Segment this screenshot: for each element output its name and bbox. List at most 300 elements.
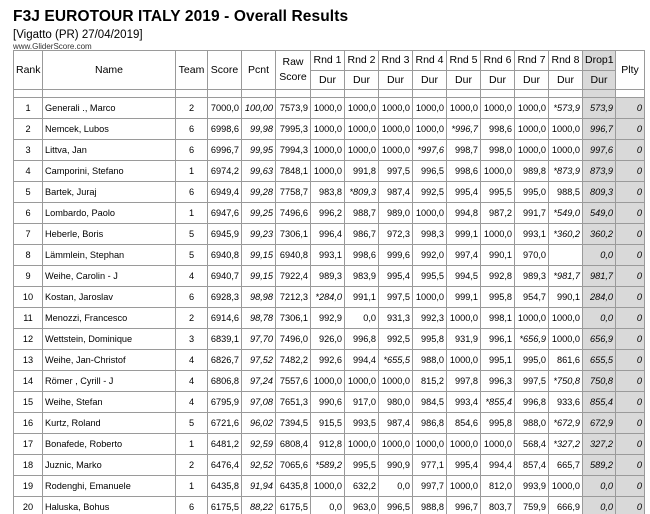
- round-7-cell: 988,0: [515, 413, 549, 434]
- round-2-cell: 988,7: [345, 203, 379, 224]
- drop-cell: 997,6: [583, 140, 616, 161]
- round-7-cell: 989,8: [515, 161, 549, 182]
- pcnt-cell: 98,98: [242, 287, 276, 308]
- name-cell: Juznic, Marko: [43, 455, 176, 476]
- col-name: Name: [43, 51, 176, 90]
- penalty-cell: 0: [616, 161, 645, 182]
- score-cell: 6949,4: [208, 182, 242, 203]
- raw-score-cell: 6940,8: [276, 245, 311, 266]
- penalty-cell: 0: [616, 413, 645, 434]
- round-5-cell: 999,1: [447, 224, 481, 245]
- round-8-cell: 666,9: [549, 497, 583, 514]
- raw-score-cell: 7065,6: [276, 455, 311, 476]
- team-cell: 2: [176, 455, 208, 476]
- table-row: [14, 98, 645, 119]
- drop-cell: 549,0: [583, 203, 616, 224]
- round-6-cell: 995,8: [481, 413, 515, 434]
- drop-cell: 672,9: [583, 413, 616, 434]
- round-8-cell: 988,5: [549, 182, 583, 203]
- round-6-cell: 998,0: [481, 140, 515, 161]
- round-4-cell: 984,5: [413, 392, 447, 413]
- round-7-cell: 993,9: [515, 476, 549, 497]
- penalty-cell: 0: [616, 329, 645, 350]
- table-row: [14, 224, 645, 245]
- round-4-cell: 988,8: [413, 497, 447, 514]
- rank-cell: 11: [14, 308, 43, 329]
- round-4-cell: 992,0: [413, 245, 447, 266]
- round-4-cell: 995,8: [413, 329, 447, 350]
- round-8-cell: *981,7: [549, 266, 583, 287]
- name-cell: Lombardo, Paolo: [43, 203, 176, 224]
- drop-cell: 0,0: [583, 245, 616, 266]
- name-cell: Kostan, Jaroslav: [43, 287, 176, 308]
- round-1-cell: 989,3: [311, 266, 345, 287]
- round-1-cell: 1000,0: [311, 140, 345, 161]
- score-cell: 6914,6: [208, 308, 242, 329]
- pcnt-cell: 97,70: [242, 329, 276, 350]
- col-dur: Dur: [379, 71, 413, 90]
- team-cell: 6: [176, 497, 208, 514]
- round-3-cell: 989,0: [379, 203, 413, 224]
- rank-cell: 20: [14, 497, 43, 514]
- round-6-cell: 1000,0: [481, 224, 515, 245]
- event-subtitle: [Vigatto (PR) 27/04/2019]: [13, 29, 143, 41]
- round-4-cell: 988,0: [413, 350, 447, 371]
- round-2-cell: 993,5: [345, 413, 379, 434]
- penalty-cell: 0: [616, 392, 645, 413]
- col-pcnt: Pcnt: [242, 51, 276, 90]
- drop-cell: 981,7: [583, 266, 616, 287]
- penalty-cell: 0: [616, 497, 645, 514]
- round-8-cell: 1000,0: [549, 308, 583, 329]
- table-row: [14, 434, 645, 455]
- name-cell: Lämmlein, Stephan: [43, 245, 176, 266]
- round-1-cell: *589,2: [311, 455, 345, 476]
- round-5-cell: 996,7: [447, 497, 481, 514]
- round-5-cell: 931,9: [447, 329, 481, 350]
- round-3-cell: 1000,0: [379, 119, 413, 140]
- name-cell: Bonafede, Roberto: [43, 434, 176, 455]
- pcnt-cell: 99,98: [242, 119, 276, 140]
- raw-score-cell: 6435,8: [276, 476, 311, 497]
- table-row: [14, 392, 645, 413]
- name-cell: Weihe, Jan-Christof: [43, 350, 176, 371]
- round-5-cell: 997,8: [447, 371, 481, 392]
- table-row: [14, 476, 645, 497]
- penalty-cell: 0: [616, 350, 645, 371]
- round-4-cell: 977,1: [413, 455, 447, 476]
- col-plty: Plty: [616, 51, 645, 90]
- col-rnd-3: Rnd 3: [379, 51, 413, 71]
- rank-cell: 9: [14, 266, 43, 287]
- drop-cell: 750,8: [583, 371, 616, 392]
- name-cell: Camporini, Stefano: [43, 161, 176, 182]
- round-1-cell: *284,0: [311, 287, 345, 308]
- round-7-cell: 1000,0: [515, 140, 549, 161]
- round-4-cell: 997,7: [413, 476, 447, 497]
- round-5-cell: 998,7: [447, 140, 481, 161]
- round-7-cell: 970,0: [515, 245, 549, 266]
- round-6-cell: 995,1: [481, 350, 515, 371]
- score-cell: 6721,6: [208, 413, 242, 434]
- round-4-cell: 1000,0: [413, 287, 447, 308]
- score-cell: 6481,2: [208, 434, 242, 455]
- col-raw-score: Raw Score: [276, 51, 311, 90]
- team-cell: 2: [176, 308, 208, 329]
- score-cell: 6175,5: [208, 497, 242, 514]
- round-6-cell: *855,4: [481, 392, 515, 413]
- round-2-cell: 1000,0: [345, 371, 379, 392]
- round-3-cell: 992,5: [379, 329, 413, 350]
- drop-cell: 656,9: [583, 329, 616, 350]
- name-cell: Generali ., Marco: [43, 98, 176, 119]
- round-8-cell: 1000,0: [549, 140, 583, 161]
- team-cell: 6: [176, 119, 208, 140]
- round-7-cell: *656,9: [515, 329, 549, 350]
- score-cell: 6928,3: [208, 287, 242, 308]
- team-cell: 4: [176, 392, 208, 413]
- name-cell: Weihe, Carolin - J: [43, 266, 176, 287]
- team-cell: 1: [176, 434, 208, 455]
- round-1-cell: 926,0: [311, 329, 345, 350]
- round-1-cell: 915,5: [311, 413, 345, 434]
- round-7-cell: 993,1: [515, 224, 549, 245]
- col-dur: Dur: [549, 71, 583, 90]
- name-cell: Menozzi, Francesco: [43, 308, 176, 329]
- col-rnd-8: Rnd 8: [549, 51, 583, 71]
- round-1-cell: 0,0: [311, 497, 345, 514]
- name-cell: Kurtz, Roland: [43, 413, 176, 434]
- round-3-cell: 997,5: [379, 161, 413, 182]
- round-6-cell: 996,1: [481, 329, 515, 350]
- name-cell: Weihe, Stefan: [43, 392, 176, 413]
- results-body: [14, 90, 645, 514]
- score-cell: 7000,0: [208, 98, 242, 119]
- rank-cell: 3: [14, 140, 43, 161]
- raw-score-cell: 7922,4: [276, 266, 311, 287]
- round-1-cell: 1000,0: [311, 476, 345, 497]
- round-6-cell: 1000,0: [481, 434, 515, 455]
- round-7-cell: 991,7: [515, 203, 549, 224]
- round-8-cell: 861,6: [549, 350, 583, 371]
- raw-score-cell: 7212,3: [276, 287, 311, 308]
- round-5-cell: 994,5: [447, 266, 481, 287]
- raw-score-cell: 6175,5: [276, 497, 311, 514]
- round-8-cell: *750,8: [549, 371, 583, 392]
- score-cell: 6996,7: [208, 140, 242, 161]
- pcnt-cell: 99,15: [242, 266, 276, 287]
- round-8-cell: *573,9: [549, 98, 583, 119]
- round-2-cell: 983,9: [345, 266, 379, 287]
- round-3-cell: 997,5: [379, 287, 413, 308]
- report-header: [13, 8, 348, 52]
- round-5-cell: 1000,0: [447, 476, 481, 497]
- raw-score-cell: 7573,9: [276, 98, 311, 119]
- round-4-cell: 996,5: [413, 161, 447, 182]
- round-1-cell: 993,1: [311, 245, 345, 266]
- round-4-cell: 992,3: [413, 308, 447, 329]
- round-6-cell: 998,6: [481, 119, 515, 140]
- drop-cell: 589,2: [583, 455, 616, 476]
- rank-cell: 12: [14, 329, 43, 350]
- round-2-cell: 632,2: [345, 476, 379, 497]
- round-5-cell: 1000,0: [447, 308, 481, 329]
- table-row: [14, 350, 645, 371]
- pcnt-cell: 97,24: [242, 371, 276, 392]
- col-dur-drop: Dur: [583, 71, 616, 90]
- round-8-cell: [549, 245, 583, 266]
- round-3-cell: 999,6: [379, 245, 413, 266]
- round-8-cell: 1000,0: [549, 476, 583, 497]
- round-3-cell: 987,4: [379, 182, 413, 203]
- pcnt-cell: 96,02: [242, 413, 276, 434]
- pcnt-cell: 100,00: [242, 98, 276, 119]
- round-6-cell: 1000,0: [481, 98, 515, 119]
- penalty-cell: 0: [616, 434, 645, 455]
- pcnt-cell: 91,94: [242, 476, 276, 497]
- penalty-cell: 0: [616, 182, 645, 203]
- rank-cell: 17: [14, 434, 43, 455]
- team-cell: 6: [176, 182, 208, 203]
- team-cell: 2: [176, 98, 208, 119]
- round-5-cell: 998,6: [447, 161, 481, 182]
- col-rnd-6: Rnd 6: [481, 51, 515, 71]
- round-2-cell: 1000,0: [345, 98, 379, 119]
- raw-score-cell: 7651,3: [276, 392, 311, 413]
- name-cell: Haluska, Bohus: [43, 497, 176, 514]
- round-7-cell: 995,0: [515, 182, 549, 203]
- score-cell: 6947,6: [208, 203, 242, 224]
- pcnt-cell: 97,52: [242, 350, 276, 371]
- col-rnd-5: Rnd 5: [447, 51, 481, 71]
- score-cell: 6476,4: [208, 455, 242, 476]
- rank-cell: 19: [14, 476, 43, 497]
- round-8-cell: 933,6: [549, 392, 583, 413]
- score-cell: 6974,2: [208, 161, 242, 182]
- site-credit: www.GliderScore.com: [13, 42, 92, 51]
- round-6-cell: 803,7: [481, 497, 515, 514]
- round-2-cell: 994,4: [345, 350, 379, 371]
- round-6-cell: 992,8: [481, 266, 515, 287]
- rank-cell: 18: [14, 455, 43, 476]
- pcnt-cell: 98,78: [242, 308, 276, 329]
- round-4-cell: 998,3: [413, 224, 447, 245]
- round-4-cell: 1000,0: [413, 434, 447, 455]
- round-3-cell: 990,9: [379, 455, 413, 476]
- round-7-cell: 996,8: [515, 392, 549, 413]
- table-row: [14, 119, 645, 140]
- round-3-cell: 987,4: [379, 413, 413, 434]
- score-cell: 6795,9: [208, 392, 242, 413]
- round-4-cell: 995,5: [413, 266, 447, 287]
- round-8-cell: *549,0: [549, 203, 583, 224]
- table-row: [14, 182, 645, 203]
- round-5-cell: 995,4: [447, 455, 481, 476]
- round-3-cell: 1000,0: [379, 140, 413, 161]
- team-cell: 5: [176, 224, 208, 245]
- round-1-cell: 983,8: [311, 182, 345, 203]
- pcnt-cell: 88,22: [242, 497, 276, 514]
- round-2-cell: 991,1: [345, 287, 379, 308]
- team-cell: 4: [176, 371, 208, 392]
- round-5-cell: 994,8: [447, 203, 481, 224]
- round-6-cell: 994,4: [481, 455, 515, 476]
- penalty-cell: 0: [616, 203, 645, 224]
- rank-cell: 6: [14, 203, 43, 224]
- col-dur: Dur: [447, 71, 481, 90]
- table-row: [14, 266, 645, 287]
- round-4-cell: 815,2: [413, 371, 447, 392]
- round-6-cell: 1000,0: [481, 161, 515, 182]
- col-rnd-4: Rnd 4: [413, 51, 447, 71]
- round-3-cell: 0,0: [379, 476, 413, 497]
- penalty-cell: 0: [616, 245, 645, 266]
- round-5-cell: 997,4: [447, 245, 481, 266]
- round-8-cell: 990,1: [549, 287, 583, 308]
- table-row: [14, 203, 645, 224]
- rank-cell: 10: [14, 287, 43, 308]
- round-4-cell: 1000,0: [413, 98, 447, 119]
- round-5-cell: 999,1: [447, 287, 481, 308]
- team-cell: 5: [176, 245, 208, 266]
- pcnt-cell: 99,25: [242, 203, 276, 224]
- pcnt-cell: 99,95: [242, 140, 276, 161]
- team-cell: 6: [176, 287, 208, 308]
- round-2-cell: 1000,0: [345, 119, 379, 140]
- round-2-cell: 986,7: [345, 224, 379, 245]
- round-5-cell: 1000,0: [447, 98, 481, 119]
- score-cell: 6945,9: [208, 224, 242, 245]
- pcnt-cell: 92,59: [242, 434, 276, 455]
- score-cell: 6435,8: [208, 476, 242, 497]
- penalty-cell: 0: [616, 476, 645, 497]
- col-team: Team: [176, 51, 208, 90]
- raw-score-cell: 7994,3: [276, 140, 311, 161]
- table-row: [14, 245, 645, 266]
- round-3-cell: *655,5: [379, 350, 413, 371]
- round-6-cell: 987,2: [481, 203, 515, 224]
- round-4-cell: 1000,0: [413, 203, 447, 224]
- round-1-cell: 992,9: [311, 308, 345, 329]
- team-cell: 5: [176, 413, 208, 434]
- round-2-cell: 963,0: [345, 497, 379, 514]
- round-1-cell: 1000,0: [311, 98, 345, 119]
- round-3-cell: 980,0: [379, 392, 413, 413]
- round-7-cell: 568,4: [515, 434, 549, 455]
- page-title: F3J EUROTOUR ITALY 2019 - Overall Results: [13, 8, 349, 25]
- rank-cell: 15: [14, 392, 43, 413]
- round-4-cell: 1000,0: [413, 119, 447, 140]
- round-8-cell: *873,9: [549, 161, 583, 182]
- penalty-cell: 0: [616, 266, 645, 287]
- col-dur: Dur: [413, 71, 447, 90]
- raw-score-cell: 7394,5: [276, 413, 311, 434]
- col-drop: Drop1: [583, 51, 616, 71]
- round-2-cell: 917,0: [345, 392, 379, 413]
- name-cell: Wettstein, Dominique: [43, 329, 176, 350]
- table-row: [14, 140, 645, 161]
- round-7-cell: 997,5: [515, 371, 549, 392]
- round-3-cell: 996,5: [379, 497, 413, 514]
- name-cell: Bartek, Juraj: [43, 182, 176, 203]
- round-2-cell: 1000,0: [345, 140, 379, 161]
- round-5-cell: *996,7: [447, 119, 481, 140]
- col-dur: Dur: [311, 71, 345, 90]
- rank-cell: 1: [14, 98, 43, 119]
- team-cell: 4: [176, 350, 208, 371]
- col-rank: Rank: [14, 51, 43, 90]
- results-table: [13, 50, 645, 514]
- col-dur: Dur: [481, 71, 515, 90]
- table-row: [14, 161, 645, 182]
- score-cell: 6806,8: [208, 371, 242, 392]
- rank-cell: 16: [14, 413, 43, 434]
- round-7-cell: 759,9: [515, 497, 549, 514]
- penalty-cell: 0: [616, 140, 645, 161]
- raw-score-cell: 7995,3: [276, 119, 311, 140]
- rank-cell: 7: [14, 224, 43, 245]
- round-3-cell: 995,4: [379, 266, 413, 287]
- rank-cell: 14: [14, 371, 43, 392]
- pcnt-cell: 99,63: [242, 161, 276, 182]
- round-3-cell: 972,3: [379, 224, 413, 245]
- col-rnd-7: Rnd 7: [515, 51, 549, 71]
- round-4-cell: *997,6: [413, 140, 447, 161]
- round-8-cell: 1000,0: [549, 119, 583, 140]
- name-cell: Littva, Jan: [43, 140, 176, 161]
- round-1-cell: 1000,0: [311, 161, 345, 182]
- round-5-cell: 854,6: [447, 413, 481, 434]
- round-5-cell: 995,4: [447, 182, 481, 203]
- team-cell: 3: [176, 329, 208, 350]
- round-3-cell: 1000,0: [379, 371, 413, 392]
- drop-cell: 0,0: [583, 308, 616, 329]
- rank-cell: 8: [14, 245, 43, 266]
- round-1-cell: 996,2: [311, 203, 345, 224]
- raw-score-cell: 7306,1: [276, 308, 311, 329]
- round-8-cell: 665,7: [549, 455, 583, 476]
- round-8-cell: *327,2: [549, 434, 583, 455]
- round-4-cell: 986,8: [413, 413, 447, 434]
- drop-cell: 360,2: [583, 224, 616, 245]
- penalty-cell: 0: [616, 224, 645, 245]
- spacer-row: [14, 90, 645, 98]
- round-2-cell: 995,5: [345, 455, 379, 476]
- raw-score-cell: 7758,7: [276, 182, 311, 203]
- drop-cell: 996,7: [583, 119, 616, 140]
- round-2-cell: 991,8: [345, 161, 379, 182]
- raw-score-cell: 7496,0: [276, 329, 311, 350]
- round-5-cell: 1000,0: [447, 350, 481, 371]
- table-row: [14, 455, 645, 476]
- name-cell: Heberle, Boris: [43, 224, 176, 245]
- drop-cell: 573,9: [583, 98, 616, 119]
- round-6-cell: 995,5: [481, 182, 515, 203]
- score-cell: 6998,6: [208, 119, 242, 140]
- score-cell: 6940,7: [208, 266, 242, 287]
- round-8-cell: *672,9: [549, 413, 583, 434]
- table-row: [14, 329, 645, 350]
- round-7-cell: 995,0: [515, 350, 549, 371]
- penalty-cell: 0: [616, 119, 645, 140]
- team-cell: 1: [176, 161, 208, 182]
- pcnt-cell: 99,28: [242, 182, 276, 203]
- drop-cell: 327,2: [583, 434, 616, 455]
- pcnt-cell: 97,08: [242, 392, 276, 413]
- drop-cell: 0,0: [583, 476, 616, 497]
- raw-score-cell: 7482,2: [276, 350, 311, 371]
- round-7-cell: 1000,0: [515, 308, 549, 329]
